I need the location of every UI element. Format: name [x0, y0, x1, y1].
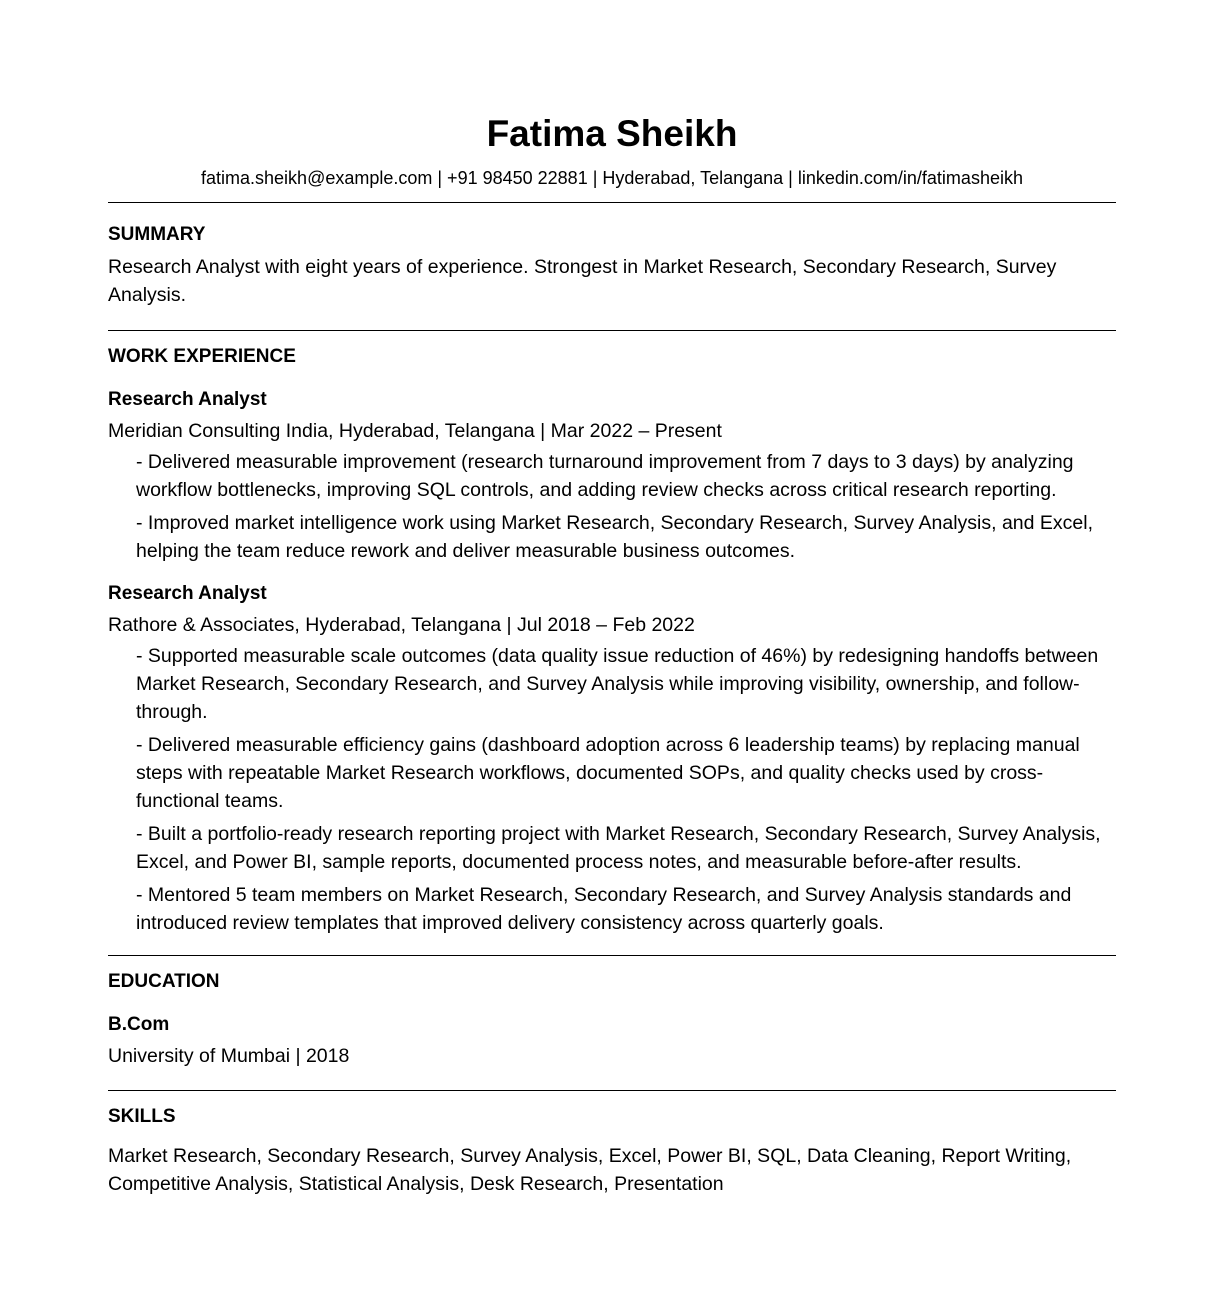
job-entry: [108, 388, 1116, 565]
section-divider: [108, 1090, 1116, 1091]
education-heading: EDUCATION: [108, 971, 220, 992]
contact-line: fatima.sheikh@example.com | +91 98450 22881 | Hyderabad, Telangana | linkedin.com/in/fatimasheikh: [201, 168, 1023, 188]
summary-section: [108, 223, 1116, 309]
bullet-item: - Mentored 5 team members on Market Research, Secondary Research, and Survey Analysis standards and introduced review templates that improved delivery consistency across quarterly goals.: [136, 884, 1072, 934]
section-divider: [108, 202, 1116, 203]
job-title: Research Analyst: [108, 389, 267, 410]
bullet-item: - Delivered measurable efficiency gains (dashboard adoption across 6 leadership teams) by replacing manual steps with repeatable Market Research workflows, documented SOPs, and quality checks used by cross-functional teams.: [136, 734, 1080, 812]
job-bullets: [108, 448, 1116, 565]
skills-section: [108, 1105, 1116, 1198]
job-meta: Rathore & Associates, Hyderabad, Telangana | Jul 2018 – Feb 2022: [108, 614, 695, 636]
job-title: Research Analyst: [108, 583, 267, 604]
candidate-name: Fatima Sheikh: [486, 113, 738, 154]
section-divider: [108, 330, 1116, 331]
job-meta: Meridian Consulting India, Hyderabad, Telangana | Mar 2022 – Present: [108, 420, 722, 442]
bullet-item: - Improved market intelligence work using Market Research, Secondary Research, Survey Analysis, and Excel, helping the team reduce rework and deliver measurable business outcomes.: [136, 512, 1094, 562]
summary-text: Research Analyst with eight years of experience. Strongest in Market Research, Secondary Research, Survey Analysis.: [108, 256, 1057, 306]
experience-section: [108, 345, 1116, 937]
degree-title: B.Com: [108, 1014, 170, 1035]
experience-heading: WORK EXPERIENCE: [108, 346, 296, 367]
summary-heading: SUMMARY: [108, 224, 206, 245]
education-meta: University of Mumbai | 2018: [108, 1045, 350, 1067]
job-bullets: [108, 642, 1116, 937]
bullet-item: - Built a portfolio-ready research reporting project with Market Research, Secondary Research, Survey Analysis, Excel, and Power BI, sample reports, documented process notes, and measurable before-after results.: [136, 823, 1101, 873]
job-entry: [108, 582, 1116, 937]
skills-text: Market Research, Secondary Research, Survey Analysis, Excel, Power BI, SQL, Data Cleaning, Report Writing, Competitive Analysis, Statistical Analysis, Desk Research, Presentation: [108, 1145, 1072, 1195]
bullet-item: - Delivered measurable improvement (research turnaround improvement from 7 days to 3 days) by analyzing workflow bottlenecks, improving SQL controls, and adding review checks across critical research reporting.: [136, 451, 1074, 501]
education-section: [108, 970, 1116, 1068]
bullet-item: - Supported measurable scale outcomes (data quality issue reduction of 46%) by redesigning handoffs between Market Research, Secondary Research, and Survey Analysis while improving visibility, ownership, and follow-through.: [136, 645, 1099, 723]
section-divider: [108, 955, 1116, 956]
skills-heading: SKILLS: [108, 1106, 176, 1127]
